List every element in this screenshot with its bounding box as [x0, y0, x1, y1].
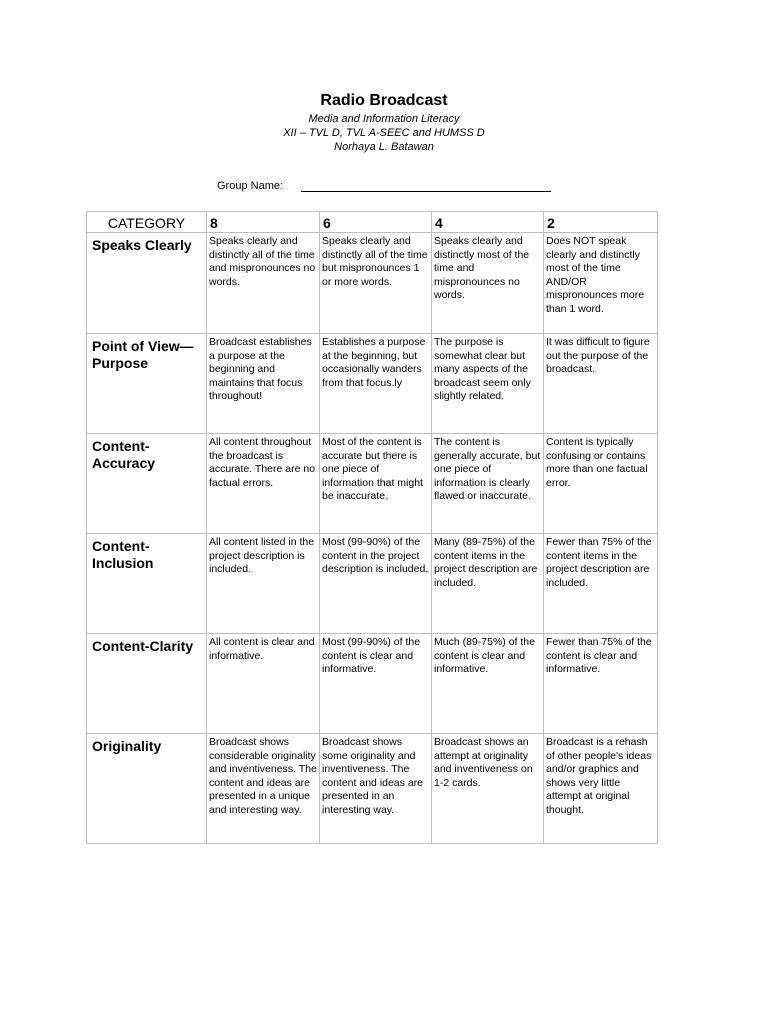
criteria-cell: Broadcast shows considerable originality and inventiveness. The content and ideas are presented in a unique and interesting way. [207, 734, 320, 844]
rubric-row-point-of-view [87, 334, 658, 434]
criteria-cell: It was difficult to figure out the purpose of the broadcast. [544, 334, 658, 434]
category-label: Content-Clarity [87, 634, 207, 734]
teacher-name: Norhaya L. Batawan [334, 141, 434, 153]
criteria-cell: Many (89-75%) of the content items in the project description are included. [432, 534, 544, 634]
criteria-cell: Establishes a purpose at the beginning, but occasionally wanders from that focus.ly [320, 334, 432, 434]
rubric-row-content-accuracy [87, 434, 658, 534]
category-label: Content-Inclusion [87, 534, 207, 634]
criteria-cell: All content is clear and informative. [207, 634, 320, 734]
criteria-cell: Broadcast establishes a purpose at the beginning and maintains that focus throughout! [207, 334, 320, 434]
criteria-cell: Much (89-75%) of the content is clear and informative. [432, 634, 544, 734]
rubric-table [86, 211, 658, 844]
group-name-blank-line [301, 191, 551, 192]
category-label: Content-Accuracy [87, 434, 207, 534]
category-label: Point of View— Purpose [87, 334, 207, 434]
course-name: Media and Information Literacy [308, 113, 460, 125]
class-sections: XII – TVL D, TVL A-SEEC and HUMSS D [283, 127, 485, 139]
criteria-cell: All content listed in the project description is included. [207, 534, 320, 634]
criteria-cell: Speaks clearly and distinctly most of the time and mispronounces no words. [432, 233, 544, 334]
header-score-6: 6 [320, 212, 432, 233]
criteria-cell: Fewer than 75% of the content items in the project description are included. [544, 534, 658, 634]
document-title: Radio Broadcast [320, 92, 448, 109]
criteria-cell: Most (99-90%) of the content in the project description is included. [320, 534, 432, 634]
category-label: Speaks Clearly [87, 233, 207, 334]
criteria-cell: Speaks clearly and distinctly all of the time but mispronounces 1 or more words. [320, 233, 432, 334]
criteria-cell: All content throughout the broadcast is accurate. There are no factual errors. [207, 434, 320, 534]
criteria-cell: Broadcast shows some originality and inventiveness. The content and ideas are presented in an interesting way. [320, 734, 432, 844]
criteria-cell: Broadcast shows an attempt at originality and inventiveness on 1-2 cards. [432, 734, 544, 844]
header-score-8: 8 [207, 212, 320, 233]
criteria-cell: Speaks clearly and distinctly all of the time and mispronounces no words. [207, 233, 320, 334]
criteria-cell: The purpose is somewhat clear but many aspects of the broadcast seem only slightly related. [432, 334, 544, 434]
criteria-cell: Fewer than 75% of the content is clear and informative. [544, 634, 658, 734]
rubric-row-originality [87, 734, 658, 844]
rubric-row-content-clarity [87, 634, 658, 734]
criteria-cell: Content is typically confusing or contains more than one factual error. [544, 434, 658, 534]
rubric-header-row [87, 212, 658, 233]
criteria-cell: The content is generally accurate, but one piece of information is clearly flawed or inaccurate. [432, 434, 544, 534]
criteria-cell: Broadcast is a rehash of other people's ideas and/or graphics and shows very little attempt at original thought. [544, 734, 658, 844]
header-category: CATEGORY [87, 212, 207, 233]
category-label: Originality [87, 734, 207, 844]
criteria-cell: Does NOT speak clearly and distinctly most of the time AND/OR mispronounces more than 1 word. [544, 233, 658, 334]
criteria-cell: Most of the content is accurate but there is one piece of information that might be inaccurate. [320, 434, 432, 534]
rubric-row-speaks-clearly [87, 233, 658, 334]
group-name-label: Group Name: [217, 180, 284, 192]
criteria-cell: Most (99-90%) of the content is clear and informative. [320, 634, 432, 734]
header-score-2: 2 [544, 212, 658, 233]
header-score-4: 4 [432, 212, 544, 233]
rubric-row-content-inclusion [87, 534, 658, 634]
